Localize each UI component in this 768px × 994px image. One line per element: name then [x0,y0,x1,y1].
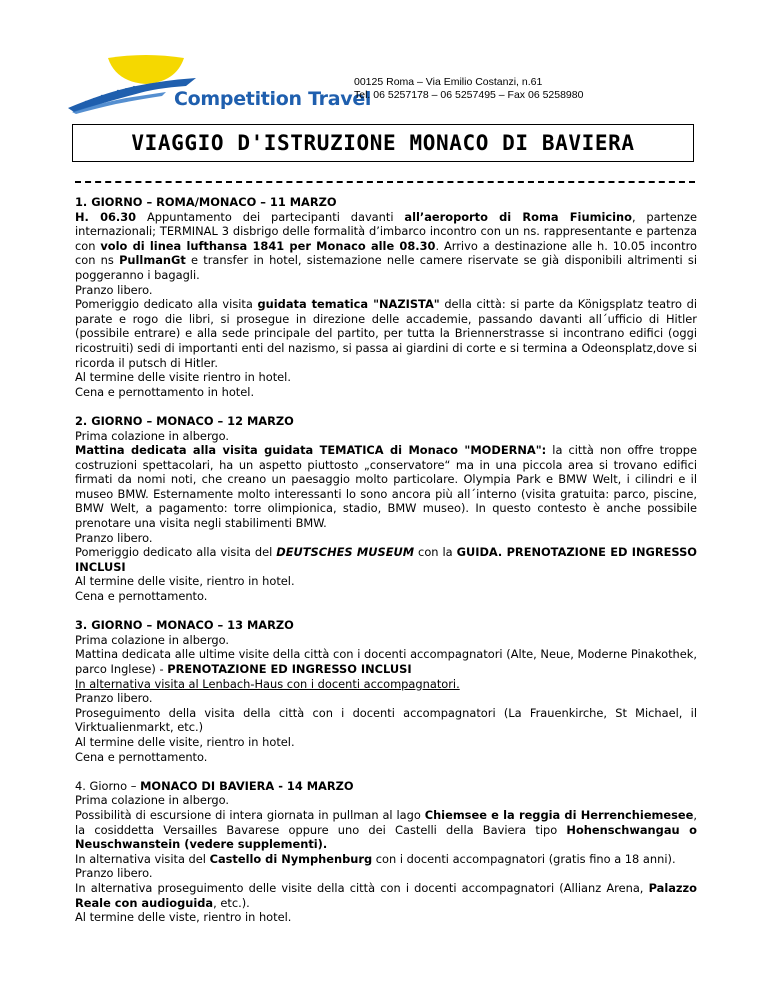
text-run: MONACO DI BAVIERA - 14 MARZO [140,778,354,793]
day-1-section [75,195,697,399]
text-run: Palazzo Reale con audioguida [75,880,697,910]
address-line: 00125 Roma – Via Emilio Costanzi, n.61 [354,76,543,88]
day-2-section [75,414,697,604]
paragraph: Proseguimento della visita della città con i docenti accompagnatori (La Frauenkirche, St Michael, il Virktualienmarkt, etc.) [75,705,697,735]
text-run: , la cosiddetta Versailles Bavarese oppure uno dei Castelli della Baviera tipo [75,807,697,837]
day-heading: 2. GIORNO – MONACO – 12 MARZO [75,413,294,428]
paragraph: Al termine delle visite rientro in hotel. [75,370,291,385]
page-title: VIAGGIO D'ISTRUZIONE MONACO DI BAVIERA [131,131,635,155]
day-4-section [75,779,697,925]
paragraph [75,545,697,574]
paragraph [75,297,697,370]
text-run: H. 06.30 [75,209,137,224]
text-run: PRENOTAZIONE ED INGRESSO INCLUSI [167,662,412,676]
title-box [72,124,694,162]
paragraph: Pranzo libero. [75,530,153,545]
paragraph: Cena e pernottamento in hotel. [75,384,255,399]
day-heading: 3. GIORNO – MONACO – 13 MARZO [75,618,294,633]
dashed-divider [75,181,695,183]
paragraph: Prima colazione in albergo. [75,793,230,808]
paragraph: Cena e pernottamento. [75,749,208,764]
text-run: Mattina dedicata alle ultime visite della città con i docenti accompagnatori (Alte, Neue, Moderne Pinakothek, parco Inglese) - [75,647,697,676]
paragraph: Al termine delle viste, rientro in hotel. [75,910,292,925]
paragraph [75,210,697,283]
text-run: e transfer in hotel, sistemazione nelle camere riservate se già disponibili altrimenti si poggeranno i bagagli. [75,253,697,282]
text-run: la città non offre troppe costruzioni spettacolari, ha un aspetto piuttosto „conservatore“ ma in una piccola area si trovano edifici firmati da nomi noti, che creano un paesaggio molto particolare. Olympia Park e BMW Welt, i cilindri e il museo BMW. Esternamente molto interessanti lo sono ancora più all´interno (visita gratuita: parco, piscine, BMW Welt, a pagamento: torre olimpionica, stadio, BMW museo). In questo contesto è anche possibile prenotare una visita negli stabilimenti BMW. [75,443,698,531]
text-run: GUIDA. PRENOTAZIONE ED INGRESSO INCLUSI [75,545,697,574]
text-run: . Arrivo a destinazione alle h. 10.05 incontro con ns [75,238,697,268]
text-run: all’aeroporto di Roma Fiumicino [404,209,632,224]
text-run: guidata tematica "NAZISTA" [257,297,440,312]
paragraph: Pranzo libero. [75,282,153,297]
paragraph: Prima colazione in albergo. [75,632,230,647]
text-run: In alternativa proseguimento delle visite della città con i docenti accompagnatori (Allianz Arena, [75,880,649,895]
text-run: con i docenti accompagnatori (gratis fino a 18 anni). [372,851,676,866]
paragraph: Cena e pernottamento. [75,589,208,604]
text-run: Mattina dedicata alla visita guidata TEMATICA di Monaco "MODERNA": [75,443,547,458]
text-run: Hohenschwangau o Neuschwanstein (vedere supplementi). [75,822,697,852]
text-run: , partenze internazionali; TERMINAL 3 disbrigo delle formalità d’imbarco incontro con un ns. rappresentante e partenza con [75,209,697,253]
company-logo [66,52,372,120]
brand-name: Competition Travel [174,88,372,110]
text-run: 4. Giorno – [75,778,141,793]
paragraph [75,443,697,531]
paragraph [75,852,697,867]
paragraph [75,647,697,676]
paragraph: Prima colazione in albergo. [75,428,230,443]
text-run: con la [414,545,457,560]
text-run: DEUTSCHES MUSEUM [276,545,415,560]
paragraph [75,808,697,852]
contact-block [354,76,583,102]
text-run: In alternativa visita del [75,851,210,866]
text-run: Chiemsee e la reggia di Herrenchiemesee [424,807,694,822]
phone-line: Tel. 06 5257178 – 06 5257495 – Fax 06 5258980 [354,89,584,101]
text-run: Pomeriggio dedicato alla visita [75,297,258,312]
text-run: , etc.). [213,895,250,910]
paragraph [75,881,697,910]
paragraph: Al termine delle visite, rientro in hotel. [75,574,295,589]
paragraph: Pranzo libero. [75,866,153,881]
text-run: Appuntamento dei partecipanti davanti [136,209,405,224]
day-heading: 1. GIORNO – ROMA/MONACO – 11 MARZO [75,195,337,209]
paragraph: Pranzo libero. [75,691,153,706]
text-run: PullmanGt [119,253,186,268]
text-run: Castello di Nymphenburg [209,851,373,866]
day-3-section [75,618,697,764]
text-run: Possibilità di escursione di intera giornata in pullman al lago [75,807,425,822]
text-run: volo di linea lufthansa 1841 per Monaco alle 08.30 [100,238,436,253]
paragraph: In alternativa visita al Lenbach-Haus con i docenti accompagnatori. [75,676,460,691]
itinerary [75,195,697,939]
paragraph: Al termine delle visite, rientro in hotel. [75,734,295,749]
day-heading [75,779,697,794]
text-run: Pomeriggio dedicato alla visita del [75,545,277,560]
text-run: della città: si parte da Königsplatz teatro di parate e rogo die libri, si prosegue in direzione delle accademie, passando davanti all´ufficio di Hitler (possibile entrare) e alla sede principale del partito, per tutta la Briennerstrasse si incontrano edifici (oggi ricostruiti) sedi di importanti enti del nazismo, si passa ai giardini di corte e si termina a Odeonsplatz,dove si ricorda il putsch di Hitler. [75,297,698,370]
